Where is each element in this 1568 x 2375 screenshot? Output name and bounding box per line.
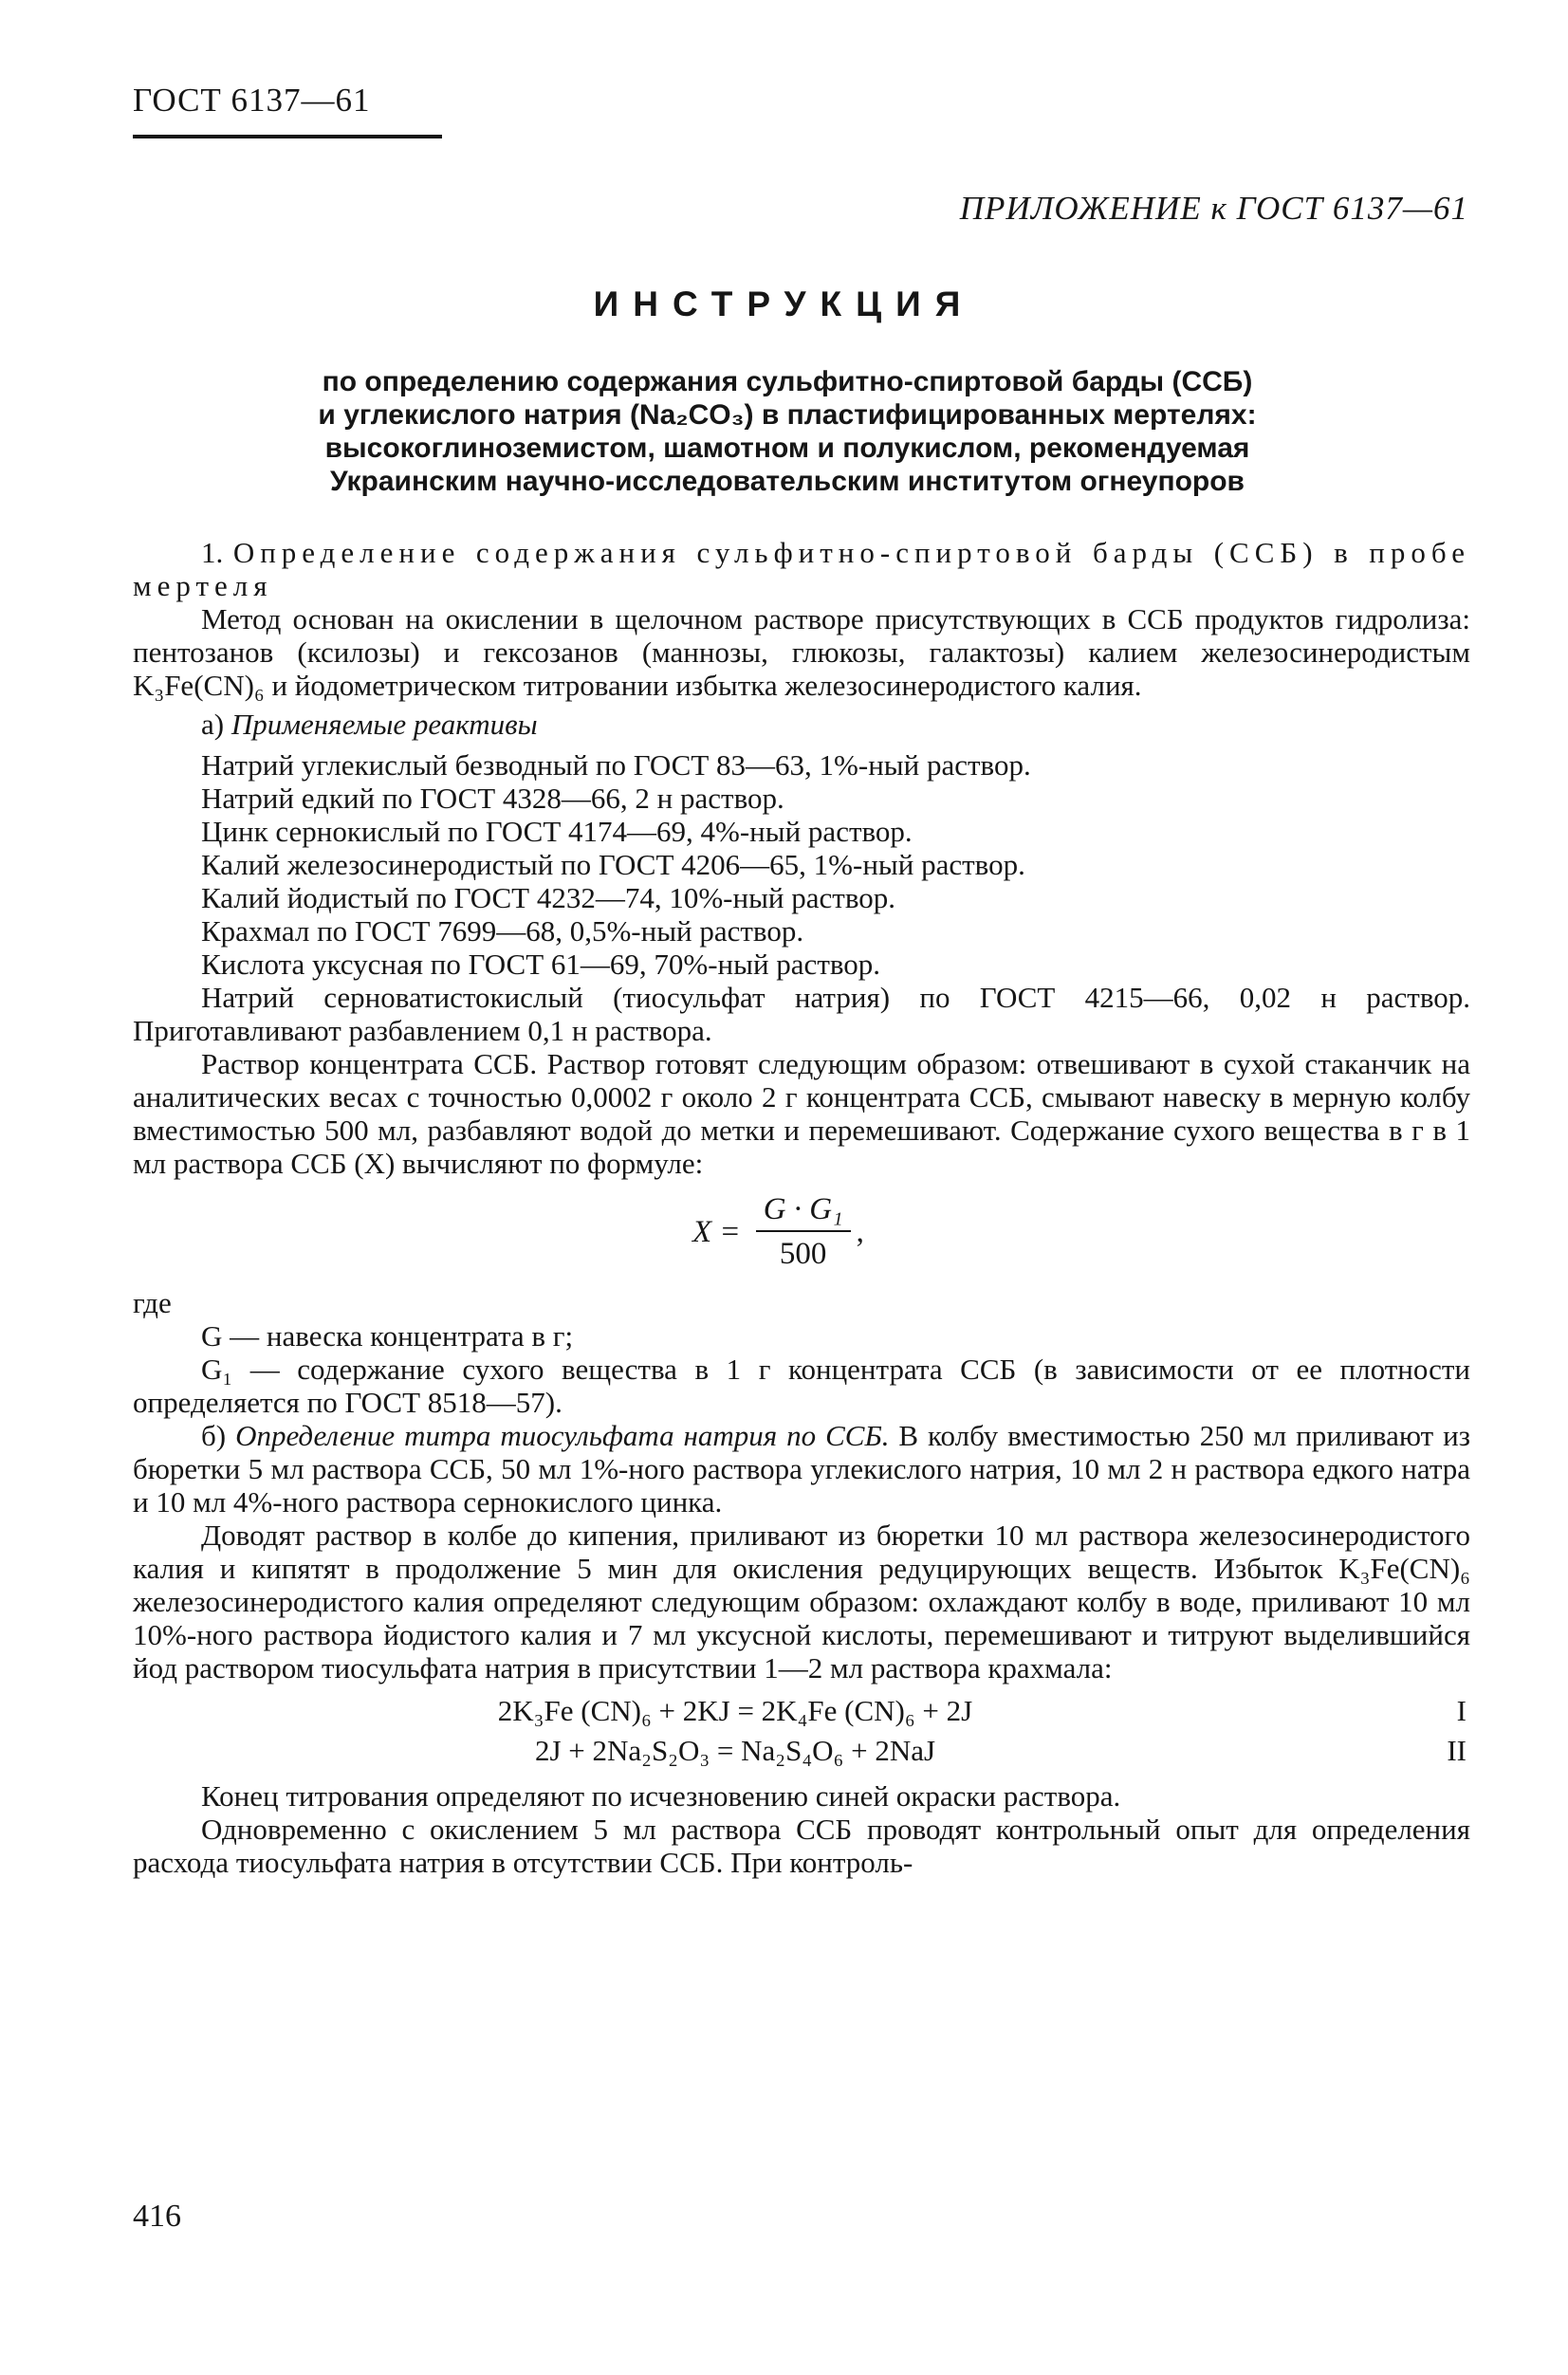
reagent-item: Калий йодистый по ГОСТ 4232—74, 10%-ный раствор. <box>201 881 895 914</box>
annex-label: ПРИЛОЖЕНИЕ к ГОСТ 6137—61 <box>959 190 1468 227</box>
titer-paragraph <box>133 1419 1470 1519</box>
definition-item: G — навеска концентрата в г; <box>201 1319 574 1353</box>
subtitle-line: и углекислого натрия (Na₂CO₃) в пластифицированных мертелях: <box>318 399 1257 431</box>
titer-label: б) <box>201 1419 227 1452</box>
endpoint-paragraph: Конец титрования определяют по исчезновению синей окраски раствора. <box>201 1779 1121 1813</box>
equation-row <box>133 1734 1470 1774</box>
reagent-item: Цинк сернокислый по ГОСТ 4174—69, 4%-ный раствор. <box>201 815 913 848</box>
method-paragraph: Метод основан на окислении в щелочном растворе присутствующих в ССБ продуктов гидролиза: пентозанов (ксилозы) и гексозанов (маннозы, глюкозы, галактозы) калием железосинеродистым K₃Fe(CN)₆ и йодометрическом титровании избытка железосинеродистого калия. <box>133 602 1470 702</box>
formula-fraction <box>756 1193 851 1271</box>
section-number: 1. <box>201 536 224 569</box>
formula-numerator: G · G₁ <box>756 1193 851 1232</box>
formula-denominator: 500 <box>779 1237 827 1271</box>
subtitle-line: по определению содержания сульфитно-спиртовой барды (ССБ) <box>322 366 1253 397</box>
where-label: где <box>133 1286 172 1319</box>
reagent-item: Натрий углекислый безводный по ГОСТ 83—63, 1%-ный раствор. <box>201 748 1031 782</box>
definition-item: G₁ — содержание сухого вещества в 1 г концентрата ССБ (в зависимости от ее плотности определяется по ГОСТ 8518—57). <box>133 1353 1470 1419</box>
reagent-item: Натрий едкий по ГОСТ 4328—66, 2 н раствор. <box>201 782 784 815</box>
reagents-label: а) <box>201 708 225 741</box>
control-paragraph: Одновременно с окислением 5 мл раствора ССБ проводят контрольный опыт для определения расхода тиосульфата натрия в отсутствии ССБ. При контроль- <box>133 1813 1470 1879</box>
document-body <box>133 536 1470 1879</box>
reagent-item: Калий железосинеродистый по ГОСТ 4206—65, 1%-ный раствор. <box>201 848 1025 881</box>
reagent-item: Натрий серноватистокислый (тиосульфат натрия) по ГОСТ 4215—66, 0,02 н раствор. Приготавливают разбавлением 0,1 н раствора. <box>133 981 1470 1047</box>
equation-number: I <box>1456 1694 1467 1727</box>
page-number: 416 <box>133 2199 181 2234</box>
reagent-item: Кислота уксусная по ГОСТ 61—69, 70%-ный раствор. <box>201 948 881 981</box>
equation-row <box>133 1694 1470 1734</box>
formula-block <box>133 1186 1470 1284</box>
document-subtitle <box>218 365 1356 498</box>
section-heading <box>133 536 1470 602</box>
formula <box>692 1193 864 1271</box>
titer-text: В колбу вместимостью 250 мл приливают из бюретки 5 мл раствора ССБ, 50 мл 1%-ного раствора углекислого натрия, 10 мл 2 н раствора едкого натра и 10 мл 4%-ного раствора сернокислого цинка. <box>133 1419 1470 1519</box>
document-title: ИНСТРУКЦИЯ <box>593 285 975 323</box>
equation-expression: 2K₃Fe (CN)₆ + 2KJ = 2K₄Fe (CN)₆ + 2J <box>497 1694 973 1727</box>
header-rule <box>133 135 442 138</box>
titer-heading: Определение титра тиосульфата натрия по ССБ. <box>235 1419 890 1452</box>
equation-expression: 2J + 2Na₂S₂O₃ = Na₂S₄O₆ + 2NaJ <box>534 1734 936 1767</box>
formula-trail: , <box>856 1214 864 1249</box>
reagents-heading <box>133 708 1470 741</box>
section-heading-text: Определение содержания сульфитно-спиртовой барды (ССБ) в пробе мертеля <box>133 536 1470 602</box>
equation-number: II <box>1447 1734 1467 1767</box>
reagents-heading-text: Применяемые реактивы <box>231 708 538 741</box>
procedure-paragraph: Доводят раствор в колбе до кипения, приливают из бюретки 10 мл раствора железосинеродистого калия и кипятят в продолжение 5 мин для окисления редуцирующих веществ. Избыток K₃Fe(CN)₆ железосинеродистого калия определяют следующим образом: охлаждают колбу в воде, приливают 10 мл 10%-ного раствора йодистого калия и 7 мл уксусной кислоты, перемешивают и титруют выделившийся йод раствором тиосульфата натрия в присутствии 1—2 мл раствора крахмала: <box>133 1519 1470 1685</box>
subtitle-line: высокоглиноземистом, шамотном и полукислом, рекомендуемая <box>324 433 1250 464</box>
subtitle-line: Украинским научно-исследовательским институтом огнеупоров <box>330 466 1245 497</box>
reagent-item: Крахмал по ГОСТ 7699—68, 0,5%-ный раствор. <box>201 914 804 948</box>
running-header: ГОСТ 6137—61 <box>133 82 371 119</box>
formula-lhs: X = <box>692 1214 741 1249</box>
concentrate-paragraph: Раствор концентрата ССБ. Раствор готовят следующим образом: отвешивают в сухой стаканчик на аналитических весах с точностью 0,0002 г около 2 г концентрата ССБ, смывают навеску в мерную колбу вместимостью 500 мл, разбавляют водой до метки и перемешивают. Содержание сухого вещества в г в 1 мл раствора ССБ (X) вычисляют по формуле: <box>133 1047 1470 1180</box>
